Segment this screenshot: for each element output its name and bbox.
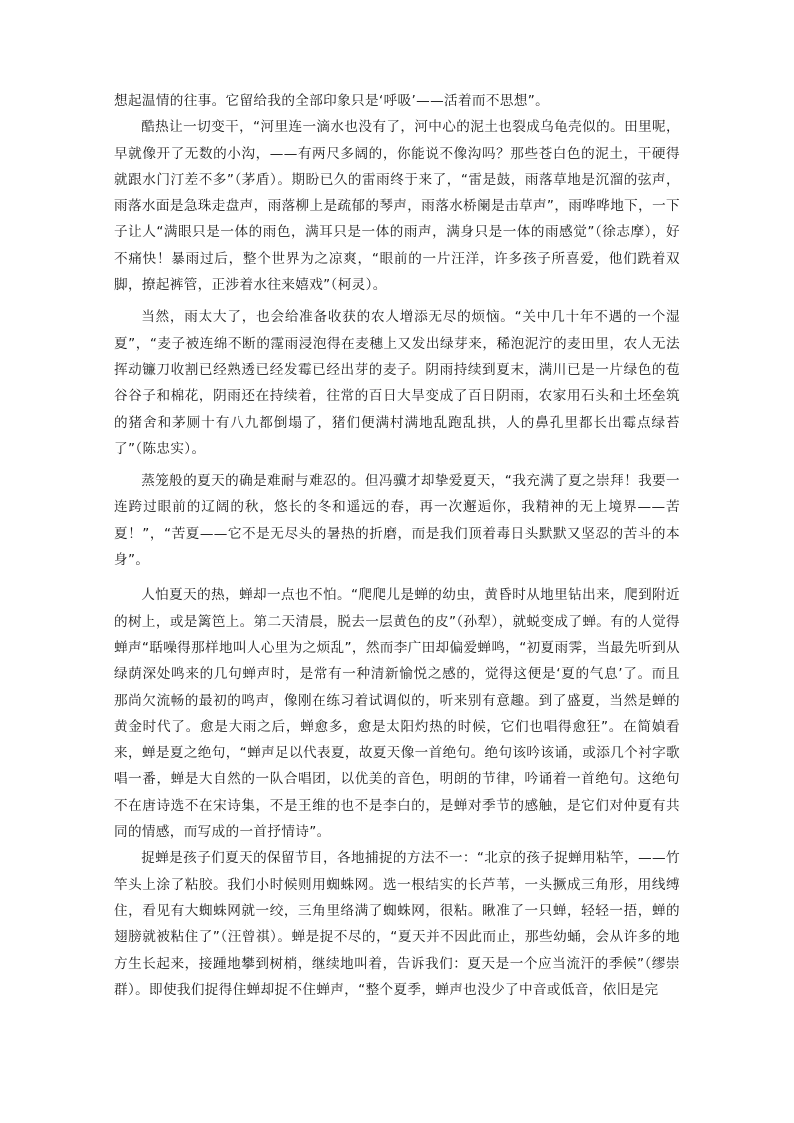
paragraph-2: 酷热让一切变干，“河里连一滴水也没有了，河中心的泥土也裂成乌龟壳似的。田里呢，早就像开了无数的小沟，——有两尺多阔的，你能说不像沟吗？那些苍白色的泥土，干硬得就跟水门汀差不多”（茅盾）。期盼已久的雷雨终于来了，“雷是鼓，雨落草地是沉溜的弦声，雨落水面是急珠走盘声，雨落柳上是疏郁的琴声，雨落水桥阑是击草声”，雨哗哗地下，一下子让人“满眼只是一体的雨色，满耳只是一体的雨声，满身只是一体的雨感觉”（徐志摩），好不痛快！暴雨过后，整个世界为之凉爽，“眼前的一片汪洋，许多孩子所喜爱，他们跣着双脚，撩起裤管，正涉着水往来嬉戏”（柯灵）。 — [114, 119, 680, 294]
paragraph-6: 捉蝉是孩子们夏天的保留节目，各地捕捉的方法不一：“北京的孩子捉蝉用粘竿，——竹竿头上涂了粘胶。我们小时候则用蜘蛛网。选一根结实的长芦苇，一头撅成三角形，用线缚住，看见有大蜘蛛网就一绞，三角里络满了蜘蛛网，很粘。瞅准了一只蝉，轻轻一捂，蝉的翅膀就被粘住了”（汪曾祺）。蝉是捉不尽的，“夏天并不因此而止，那些幼蛹，会从许多的地方生长起来，接踵地攀到树梢，继续地叫着，告诉我们：夏天是一个应当流汗的季候”（缪崇群）。即使我们捉得住蝉却捉不住蝉声，“整个夏季，蝉声也没少了中音或低音，依旧是完 — [114, 850, 680, 998]
paragraph-5: 人怕夏天的热，蝉却一点也不怕。“爬爬儿是蝉的幼虫，黄昏时从地里钻出来，爬到附近的树上，或是篱笆上。第二天清晨，脱去一层黄色的皮”（孙犁），就蜕变成了蝉。有的人觉得蝉声“聒噪得那样地叫人心里为之烦乱”，然而李广田却偏爱蝉鸣，“初夏雨霁，当最先听到从绿荫深处鸣来的几句蝉声时，是常有一种清新愉悦之感的，觉得这便是‘夏的气息’了。而且那尚欠流畅的最初的鸣声，像刚在练习着试调似的，听来别有意趣。到了盛夏，当然是蝉的黄金时代了。愈是大雨之后，蝉愈多，愈是太阳灼热的时候，它们也唱得愈狂”。在简媜看来，蝉是夏之绝句，“蝉声足以代表夏，故夏天像一首绝句。绝句该吟该诵，或添几个衬字歌唱一番，蝉是大自然的一队合唱团，以优美的音色，明朗的节律，吟诵着一首绝句。这绝句不在唐诗选不在宋诗集，不是王维的也不是李白的，是蝉对季节的感触，是它们对仲夏有共同的情感，而写成的一首抒情诗”。 — [114, 587, 680, 841]
paragraph-3: 当然，雨太大了，也会给准备收获的农人增添无尽的烦恼。“关中几十年不遇的一个湿夏”，“麦子被连绵不断的霪雨浸泡得在麦穗上又发出绿芽来，稀泡泥泞的麦田里，农人无法挥动镰刀收割已经熟透已经发霉已经出芽的麦子。阴雨持续到夏末，满川已是一片绿色的苞谷谷子和棉花，阴雨还在持续着，往常的百日大旱变成了百日阴雨，农家用石头和土坯垒筑的猪舍和茅厕十有八九都倒塌了，猪们便满村满地乱跑乱拱，人的鼻孔里都长出霉点绿苔了”（陈忠实）。 — [114, 309, 680, 457]
paragraph-4: 蒸笼般的夏天的确是难耐与难忍的。但冯骥才却挚爱夏天，“我充满了夏之崇拜！我要一连跨过眼前的辽阔的秋，悠长的冬和遥远的春，再一次邂逅你，我精神的无上境界——苦夏！”，“苦夏——它不是无尽头的暑热的折磨，而是我们顶着毒日头默默又坚忍的苦斗的本身”。 — [114, 473, 680, 569]
paragraph-1: 想起温情的往事。它留给我的全部印象只是‘呼吸’——活着而不思想”。 — [114, 93, 550, 109]
article-body — [114, 88, 680, 1003]
